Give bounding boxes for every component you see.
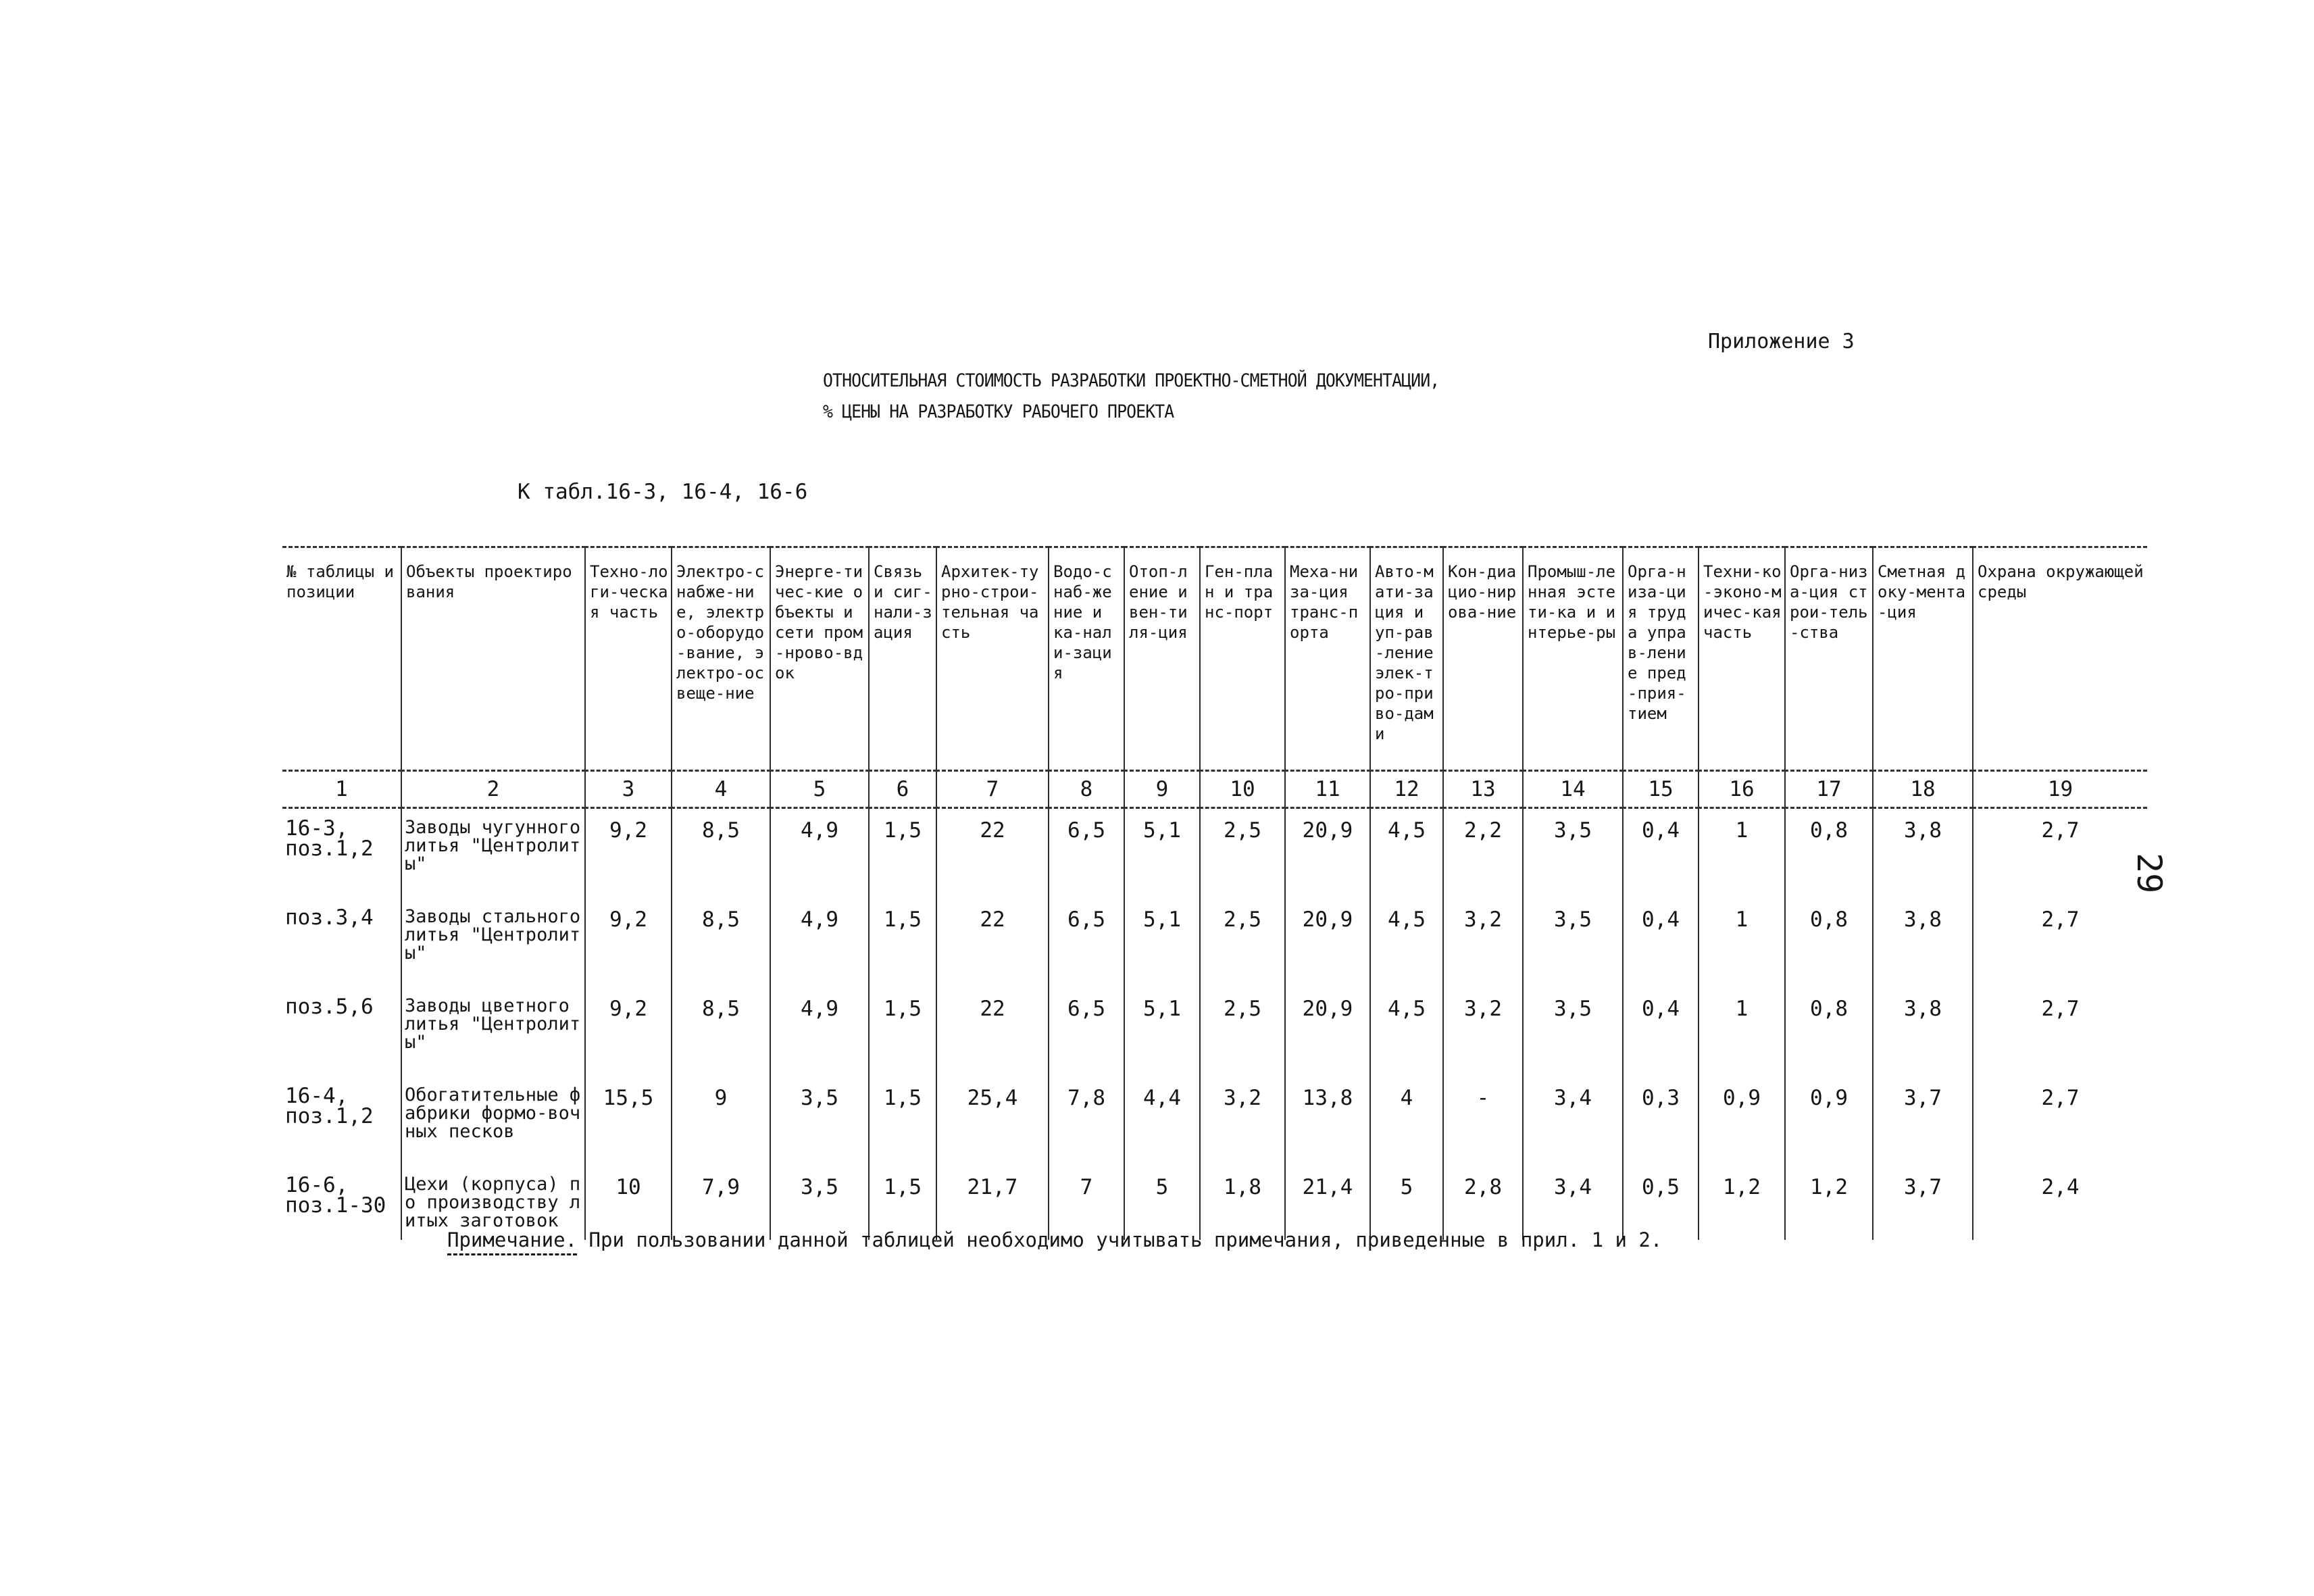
row-position: поз.3,4 <box>285 905 374 930</box>
cell-value: 0,8 <box>1785 987 1873 1076</box>
column-number: 3 <box>585 771 672 808</box>
row-object: Заводы цветного литья "Центролиты" <box>401 987 585 1076</box>
row-object: Цехи (корпуса) по производству литых заготовок <box>401 1166 585 1240</box>
cell-value: 0,4 <box>1623 808 1699 899</box>
cell-value: 0,5 <box>1623 1166 1699 1240</box>
column-number: 4 <box>672 771 770 808</box>
column-header: Техно-логи-ческая часть <box>585 547 672 771</box>
cell-value: 8,5 <box>672 808 770 899</box>
note-label: Примечание. <box>447 1228 578 1251</box>
cell-value: 9,2 <box>585 987 672 1076</box>
column-header: Электро-снабже-ние, электро-оборудо-вание, электро-освеще-ние <box>672 547 770 771</box>
row-object: Заводы чугунного литья "Центролиты" <box>401 808 585 899</box>
cell-value: 15,5 <box>585 1076 672 1166</box>
column-header: Архитек-турно-строи-тельная часть <box>936 547 1049 771</box>
column-header: Энерге-тичес-кие объекты и сети пром-нрово-вдок <box>770 547 869 771</box>
cell-value: 4,5 <box>1370 898 1443 987</box>
row-object: Заводы стального литья "Центролиты" <box>401 898 585 987</box>
column-header: Авто-мати-зация и уп-рав-ление элек-тро-приво-дами <box>1370 547 1443 771</box>
cell-value: 4,5 <box>1370 808 1443 899</box>
column-header: Техни-ко-эконо-мичес-кая часть <box>1699 547 1785 771</box>
column-number: 19 <box>1973 771 2147 808</box>
title-line-1: ОТНОСИТЕЛЬНАЯ СТОИМОСТЬ РАЗРАБОТКИ ПРОЕКТНО-СМЕТНОЙ ДОКУМЕНТАЦИИ, <box>823 370 1440 391</box>
appendix-label: Приложение 3 <box>1708 330 1855 353</box>
cell-value: 22 <box>936 808 1049 899</box>
cell-value: 0,8 <box>1785 808 1873 899</box>
column-number: 11 <box>1285 771 1370 808</box>
column-header: Охрана окружающей среды <box>1973 547 2147 771</box>
column-number: 15 <box>1623 771 1699 808</box>
cell-value: 3,2 <box>1443 898 1523 987</box>
title-line-2: % ЦЕНЫ НА РАЗРАБОТКУ РАБОЧЕГО ПРОЕКТА <box>823 401 1174 422</box>
cell-value: 1 <box>1699 987 1785 1076</box>
cell-value: 6,5 <box>1049 898 1124 987</box>
cell-value: 0,4 <box>1623 987 1699 1076</box>
cell-value: 6,5 <box>1049 808 1124 899</box>
cell-value: 20,9 <box>1285 898 1370 987</box>
cell-value: 3,8 <box>1873 898 1973 987</box>
column-number: 1 <box>335 777 348 801</box>
column-header: Промыш-ленная эстети-ка и интерье-ры <box>1523 547 1623 771</box>
column-header: Водо-снаб-жение и ка-нали-зация <box>1049 547 1124 771</box>
cell-value: 13,8 <box>1285 1076 1370 1166</box>
cell-value: 2,5 <box>1200 808 1285 899</box>
cell-value: 4 <box>1370 1076 1443 1166</box>
cell-value: 1,5 <box>869 987 936 1076</box>
row-position: 16-3, поз.1,2 <box>285 816 374 861</box>
cell-value: 6,5 <box>1049 987 1124 1076</box>
cell-value: 21,4 <box>1285 1166 1370 1240</box>
cell-value: 1,5 <box>869 808 936 899</box>
cell-value: 2,7 <box>1973 987 2147 1076</box>
cell-value: 7 <box>1049 1166 1124 1240</box>
cell-value: 2,7 <box>1973 808 2147 899</box>
cell-value: 7,9 <box>672 1166 770 1240</box>
cell-value: 2,5 <box>1200 898 1285 987</box>
column-header: Орга-низа-ция труда управ-ление пред-прия-тием <box>1623 547 1699 771</box>
cell-value: 1,5 <box>869 1166 936 1240</box>
cell-value: 5 <box>1370 1166 1443 1240</box>
page-number: 29 <box>2130 853 2169 894</box>
row-object: Обогатительные фабрики формо-вочных песков <box>401 1076 585 1166</box>
column-number: 8 <box>1049 771 1124 808</box>
cell-value: 2,5 <box>1200 987 1285 1076</box>
cell-value: 3,8 <box>1873 808 1973 899</box>
cell-value: 0,9 <box>1699 1076 1785 1166</box>
cell-value: 5,1 <box>1124 808 1200 899</box>
cell-value: 20,9 <box>1285 987 1370 1076</box>
cell-value: 5 <box>1124 1166 1200 1240</box>
column-header: Ген-план и транс-порт <box>1200 547 1285 771</box>
column-number: 6 <box>869 771 936 808</box>
cell-value: 3,8 <box>1873 987 1973 1076</box>
table-row <box>282 1076 2147 1166</box>
column-number: 13 <box>1443 771 1523 808</box>
cell-value: 0,3 <box>1623 1076 1699 1166</box>
cell-value: 4,9 <box>770 987 869 1076</box>
column-number: 18 <box>1873 771 1973 808</box>
table-body <box>282 808 2147 1241</box>
cell-value: 9,2 <box>585 898 672 987</box>
cell-value: 3,5 <box>1523 987 1623 1076</box>
cell-value: 3,5 <box>770 1076 869 1166</box>
table-row <box>282 898 2147 987</box>
cost-table <box>282 546 2147 1240</box>
cell-value: 1,5 <box>869 1076 936 1166</box>
column-number: 17 <box>1785 771 1873 808</box>
cell-value: 9,2 <box>585 808 672 899</box>
cell-value: 3,2 <box>1443 987 1523 1076</box>
table-row <box>282 987 2147 1076</box>
table-reference: К табл.16-3, 16-4, 16-6 <box>518 480 808 504</box>
column-number: 7 <box>936 771 1049 808</box>
header-row <box>282 547 2147 771</box>
cell-value: 0,4 <box>1623 898 1699 987</box>
cell-value: 9 <box>672 1076 770 1166</box>
row-position: 16-6, поз.1-30 <box>285 1173 386 1218</box>
cell-value: 3,5 <box>1523 898 1623 987</box>
cell-value: 8,5 <box>672 987 770 1076</box>
column-number: 5 <box>770 771 869 808</box>
cell-value: 0,8 <box>1785 898 1873 987</box>
column-header: Кон-диацио-нирова-ние <box>1443 547 1523 771</box>
cell-value: 1 <box>1699 808 1785 899</box>
cell-value: 0,9 <box>1785 1076 1873 1166</box>
cell-value: 7,8 <box>1049 1076 1124 1166</box>
column-number: 16 <box>1699 771 1785 808</box>
cell-value: 22 <box>936 898 1049 987</box>
column-header: Объекты проектирования <box>401 547 585 771</box>
column-header: Орга-низа-ция строи-тель-ства <box>1785 547 1873 771</box>
column-number-row <box>282 771 2147 808</box>
cell-value: 1,2 <box>1699 1166 1785 1240</box>
cell-value: 3,7 <box>1873 1166 1973 1240</box>
cell-value: 2,4 <box>1973 1166 2147 1240</box>
cell-value: 2,7 <box>1973 898 2147 987</box>
cell-value: 20,9 <box>1285 808 1370 899</box>
cell-value: 1,5 <box>869 898 936 987</box>
cell-value: 3,7 <box>1873 1076 1973 1166</box>
cell-value: 4,9 <box>770 898 869 987</box>
column-number: 14 <box>1523 771 1623 808</box>
cell-value: 3,2 <box>1200 1076 1285 1166</box>
cell-value: - <box>1443 1076 1523 1166</box>
cell-value: 2,2 <box>1443 808 1523 899</box>
cell-value: 10 <box>585 1166 672 1240</box>
column-number: 9 <box>1124 771 1200 808</box>
cell-value: 1 <box>1699 898 1785 987</box>
cell-value: 3,4 <box>1523 1076 1623 1166</box>
note-text: При пользовании данной таблицей необходимо учитывать примечания, приведенные в прил. 1 и 2. <box>588 1228 1663 1251</box>
column-number: 2 <box>401 771 585 808</box>
cell-value: 8,5 <box>672 898 770 987</box>
column-header: Меха-низа-ция транс-порта <box>1285 547 1370 771</box>
table-row <box>282 808 2147 899</box>
cell-value: 1,2 <box>1785 1166 1873 1240</box>
cell-value: 2,7 <box>1973 1076 2147 1166</box>
column-number: 12 <box>1370 771 1443 808</box>
cell-value: 3,5 <box>1523 808 1623 899</box>
cell-value: 25,4 <box>936 1076 1049 1166</box>
cell-value: 4,9 <box>770 808 869 899</box>
cell-value: 4,4 <box>1124 1076 1200 1166</box>
column-number: 10 <box>1200 771 1285 808</box>
column-header: Связь и сиг-нали-зация <box>869 547 936 771</box>
column-header: Сметная доку-мента-ция <box>1873 547 1973 771</box>
cell-value: 5,1 <box>1124 898 1200 987</box>
cell-value: 5,1 <box>1124 987 1200 1076</box>
column-header: Отоп-ление и вен-тиля-ция <box>1124 547 1200 771</box>
cell-value: 2,8 <box>1443 1166 1523 1240</box>
row-position: 16-4, поз.1,2 <box>285 1084 374 1128</box>
cell-value: 3,4 <box>1523 1166 1623 1240</box>
cell-value: 3,5 <box>770 1166 869 1240</box>
footnote <box>447 1228 1662 1251</box>
cell-value: 1,8 <box>1200 1166 1285 1240</box>
column-header: № таблицы и позиции <box>286 562 394 601</box>
cell-value: 22 <box>936 987 1049 1076</box>
cell-value: 21,7 <box>936 1166 1049 1240</box>
cell-value: 4,5 <box>1370 987 1443 1076</box>
row-position: поз.5,6 <box>285 995 374 1019</box>
